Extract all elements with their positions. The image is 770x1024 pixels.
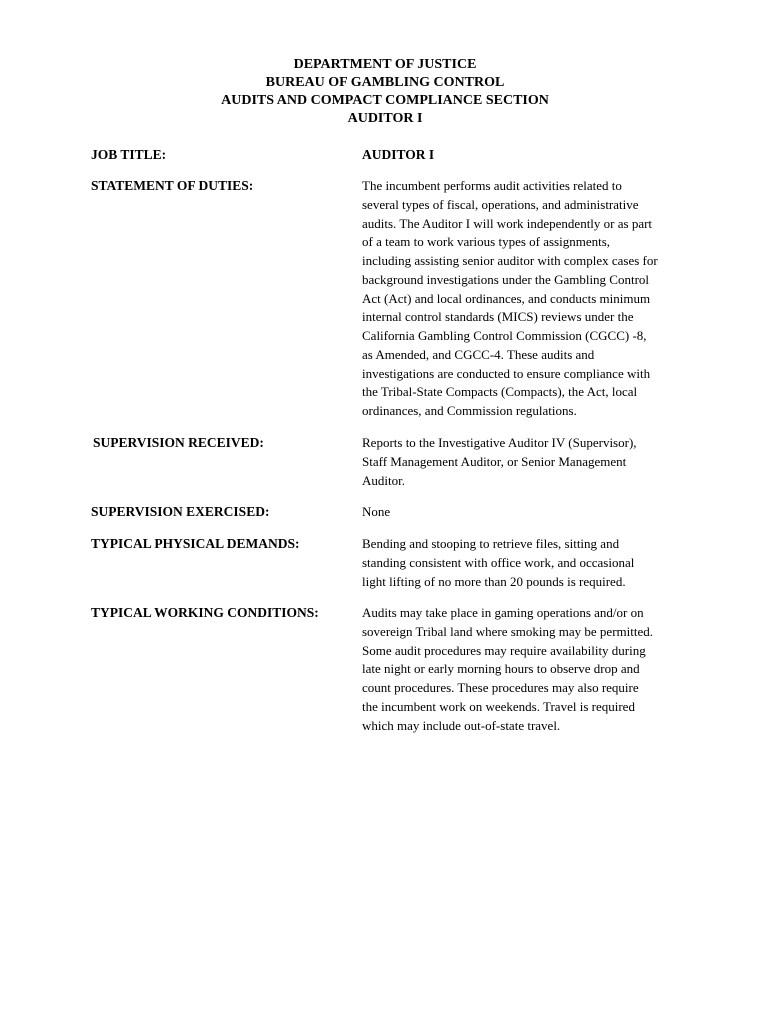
text-line: background investigations under the Gambling Control	[362, 271, 650, 287]
text-line: as Amended, and CGCC-4. These audits and	[362, 346, 595, 362]
text-line: which may include out-of-state travel.	[362, 717, 561, 733]
text-line: of a team to work various types of assignments,	[362, 234, 611, 250]
text-line: Some audit procedures may require availability during	[362, 642, 646, 658]
text-line: including assisting senior auditor with complex cases for	[362, 253, 658, 268]
header-department: DEPARTMENT OF JUSTICE	[293, 57, 477, 72]
statement-of-duties-text	[362, 177, 692, 421]
text-line: sovereign Tribal land where smoking may be permitted.	[362, 623, 654, 639]
text-line: audits. The Auditor I will work independently or as part	[362, 215, 653, 231]
text-line: Act (Act) and local ordinances, and conducts minimum	[362, 290, 651, 306]
text-line: light lifting of no more than 20 pounds is required.	[362, 573, 626, 589]
supervision-received-label: SUPERVISION RECEIVED:	[93, 435, 264, 450]
text-line: investigations are conducted to ensure compliance with	[362, 365, 651, 381]
text-line: None	[362, 504, 391, 519]
header-position: AUDITOR I	[347, 111, 423, 126]
text-line: Audits may take place in gaming operations and/or on	[362, 605, 644, 620]
statement-of-duties-label: STATEMENT OF DUTIES:	[91, 178, 254, 193]
text-line: California Gambling Control Commission (CGCC) -8,	[362, 328, 647, 343]
typical-physical-demands-label: TYPICAL PHYSICAL DEMANDS:	[91, 536, 300, 551]
text-line: ordinances, and Commission regulations.	[362, 403, 577, 418]
text-line: the incumbent work on weekends. Travel is required	[362, 698, 635, 714]
supervision-exercised-label: SUPERVISION EXERCISED:	[91, 504, 270, 519]
header-bureau: BUREAU OF GAMBLING CONTROL	[265, 75, 505, 90]
text-line: The incumbent performs audit activities related to	[362, 178, 622, 193]
text-line: internal control standards (MICS) reviews under the	[362, 309, 634, 325]
text-line: count procedures. These procedures may also require	[362, 680, 639, 695]
text-line: Staff Management Auditor, or Senior Management	[362, 453, 627, 469]
text-line: late night or early morning hours to observe drop and	[362, 661, 640, 677]
supervision-received-text	[362, 434, 692, 490]
job-title-label: JOB TITLE:	[91, 147, 167, 162]
text-line: several types of fiscal, operations, and administrative	[362, 196, 639, 212]
text-line: the Tribal-State Compacts (Compacts), the Act, local	[362, 384, 638, 400]
text-line: Reports to the Investigative Auditor IV (Supervisor),	[362, 435, 637, 450]
job-title-value: AUDITOR I	[362, 147, 435, 162]
text-line: standing consistent with office work, and occasional	[362, 554, 635, 570]
supervision-exercised-text	[362, 503, 692, 522]
typical-working-conditions-label: TYPICAL WORKING CONDITIONS:	[91, 605, 319, 620]
document-header	[0, 56, 770, 128]
typical-working-conditions-text	[362, 604, 692, 735]
text-line: Bending and stooping to retrieve files, sitting and	[362, 536, 620, 551]
header-section: AUDITS AND COMPACT COMPLIANCE SECTION	[221, 93, 549, 108]
text-line: Auditor.	[362, 472, 405, 488]
typical-physical-demands-text	[362, 535, 692, 591]
